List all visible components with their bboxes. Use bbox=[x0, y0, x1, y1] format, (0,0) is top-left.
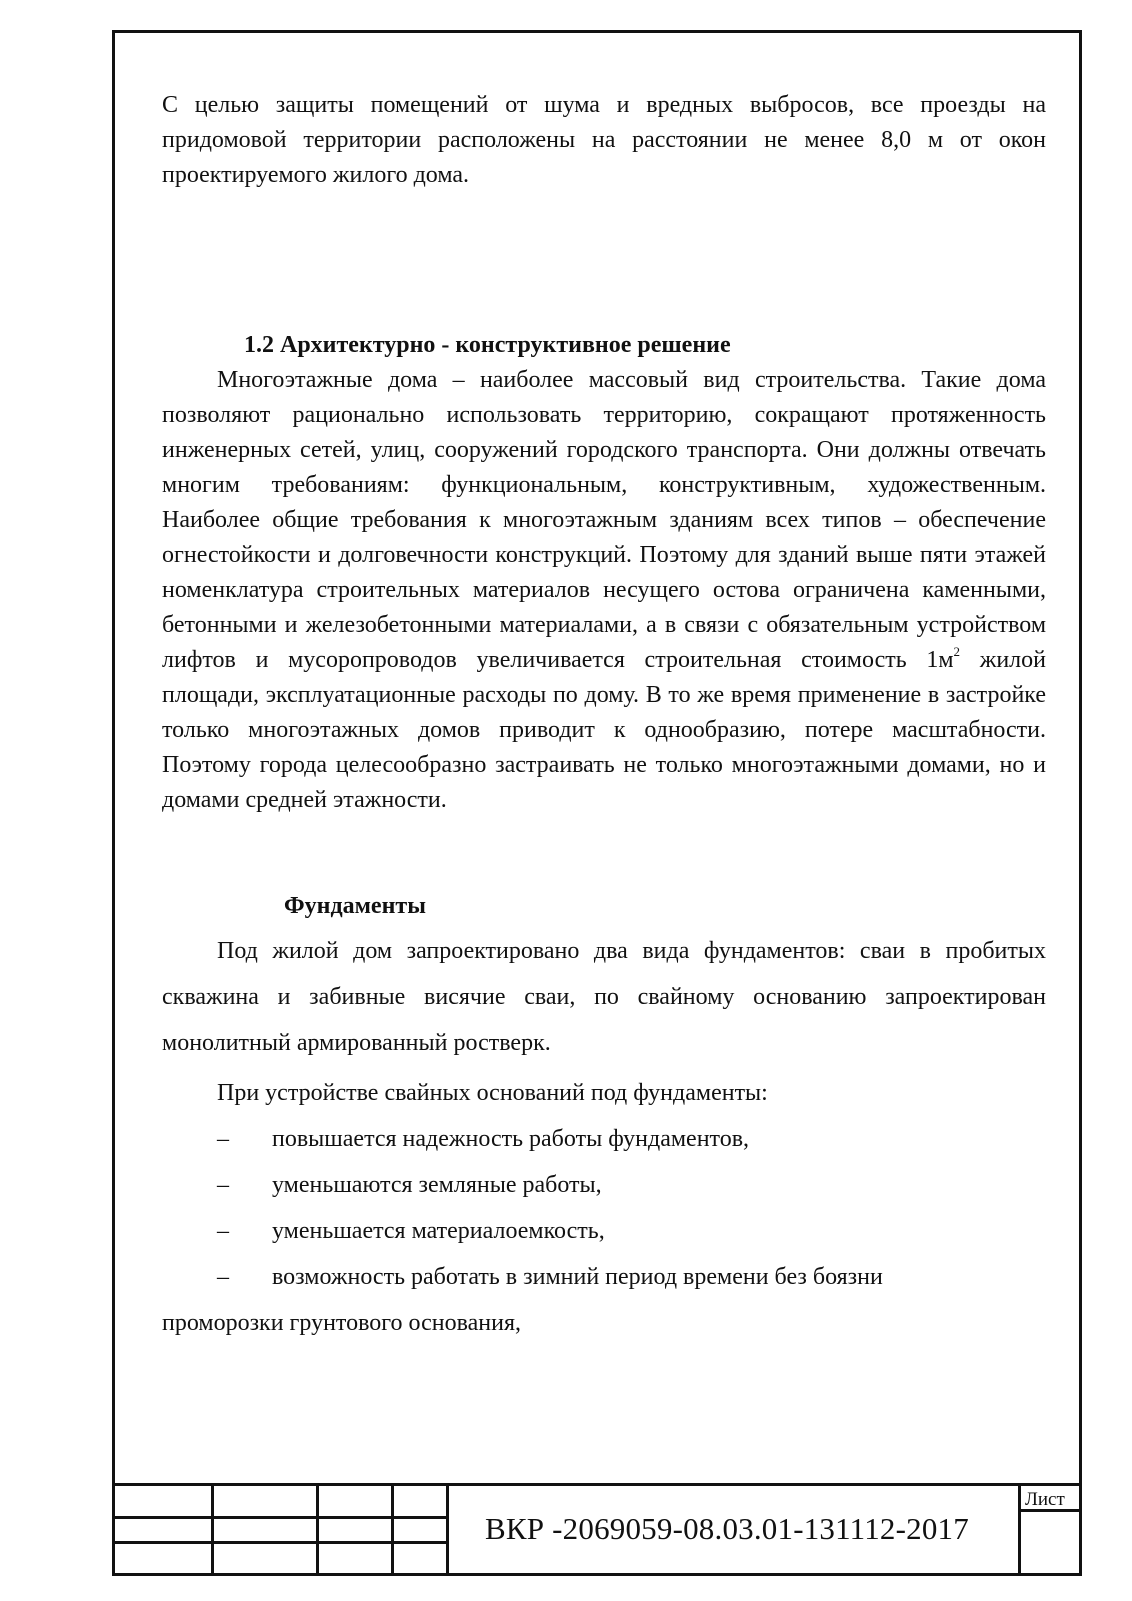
bullet-dash: – bbox=[217, 1126, 229, 1152]
section-paragraph bbox=[162, 363, 1046, 818]
section-heading: 1.2 Архитектурно - конструктивное решение bbox=[244, 332, 731, 358]
foundations-paragraph: Под жилой дом запроектировано два вида фундаментов: сваи в пробитых скважина и забивные висячие сваи, по свайному основанию запроектирован монолитный армированный ростверк. bbox=[162, 938, 1046, 1056]
section-paragraph-part2: жилой площади, эксплуатационные расходы по дому. В то же время применение в застройке только многоэтажных домов приводит к однообразию, потере масштабности. Поэтому города целесообразно застраивать не только многоэтажными домами, но и домами средней этажности. bbox=[162, 647, 1046, 813]
bullet-dash: – bbox=[217, 1264, 229, 1290]
bullet-text: возможность работать в зимний период времени без боязни bbox=[272, 1264, 883, 1290]
bullet-dash: – bbox=[217, 1172, 229, 1198]
document-body bbox=[162, 88, 1046, 1346]
foundations-intro: При устройстве свайных оснований под фундаменты: bbox=[217, 1080, 768, 1106]
foundations-heading: Фундаменты bbox=[284, 893, 426, 919]
stamp-col-1 bbox=[211, 1483, 214, 1576]
superscript-2: 2 bbox=[953, 644, 961, 659]
stamp-line-row2 bbox=[112, 1541, 449, 1544]
stamp-line-row1 bbox=[112, 1516, 449, 1519]
bullet-text: уменьшаются земляные работы, bbox=[272, 1172, 602, 1198]
sheet-label: Лист bbox=[1025, 1489, 1065, 1510]
stamp-col-sheet bbox=[1018, 1483, 1021, 1576]
intro-paragraph: С целью защиты помещений от шума и вредных выбросов, все проезды на придомовой территории расположены на расстоянии не менее 8,0 м от окон проектируемого жилого дома. bbox=[162, 92, 1046, 188]
document-code: ВКР -2069059-08.03.01-131112-2017 bbox=[485, 1511, 969, 1546]
bullet-text: уменьшается материалоемкость, bbox=[272, 1218, 605, 1244]
bullet-text: повышается надежность работы фундаментов, bbox=[272, 1126, 750, 1152]
list-item bbox=[162, 1254, 1046, 1300]
stamp-col-2 bbox=[316, 1483, 319, 1576]
stamp-col-4 bbox=[446, 1483, 449, 1576]
bullet-dash: – bbox=[217, 1218, 229, 1244]
list-item bbox=[162, 1116, 1046, 1162]
section-paragraph-part1: Многоэтажные дома – наиболее массовый вид строительства. Такие дома позволяют рационально использовать территорию, сокращают протяженность инженерных сетей, улиц, сооружений городского транспорта. Они должны отвечать многим требованиям: функциональным, конструктивным, художественным. Наиболее общие требования к многоэтажным зданиям всех типов – обеспечение огнестойкости и долговечности конструкций. Поэтому для зданий выше пяти этажей номенклатура строительных материалов несущего остова ограничена каменными, бетонными и железобетонными материалами, а в связи с обязательным устройством лифтов и мусоропроводов увеличивается строительная стоимость 1м bbox=[162, 367, 1046, 673]
stamp-col-3 bbox=[391, 1483, 394, 1576]
stamp-line-top bbox=[112, 1483, 1082, 1486]
list-item bbox=[162, 1162, 1046, 1208]
bullet-continuation: проморозки грунтового основания, bbox=[162, 1310, 522, 1336]
list-item bbox=[162, 1208, 1046, 1254]
